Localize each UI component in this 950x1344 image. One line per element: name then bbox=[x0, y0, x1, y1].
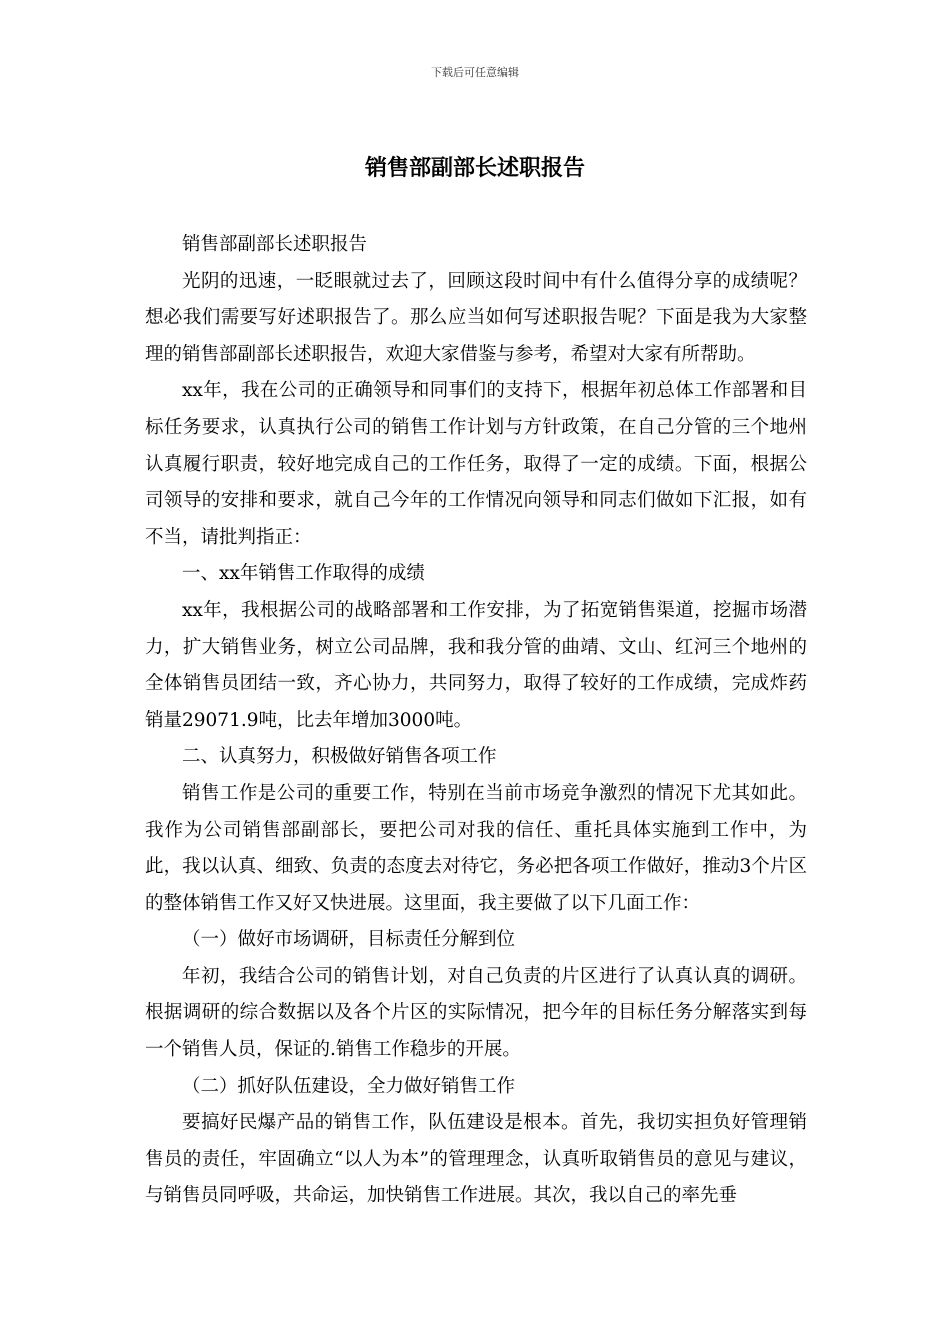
subsection-heading-2: （二）抓好队伍建设，全力做好销售工作 bbox=[182, 1075, 516, 1097]
paragraph-intro: 光阴的迅速，一眨眼就过去了，回顾这段时间中有什么值得分享的成绩呢？想必我们需要写好述职报告了。那么应当如何写述职报告呢？下面是我为大家整理的销售部副部长述职报告，欢迎大家借鉴与参考，希望对大家有所帮助。 bbox=[145, 270, 807, 365]
header-note: 下载后可任意编辑 bbox=[431, 66, 519, 79]
paragraph-market-research: 年初，我结合公司的销售计划，对自己负责的片区进行了认真认真的调研。根据调研的综合数据以及各个片区的实际情况，把今年的目标任务分解落实到每一个销售人员，保证的.销售工作稳步的开展。 bbox=[145, 965, 807, 1061]
section-heading-1: 一、xx年销售工作取得的成绩 bbox=[182, 563, 425, 585]
subsection-heading-1: （一）做好市场调研，目标责任分解到位 bbox=[182, 929, 516, 951]
section-heading-2: 二、认真努力，积极做好销售各项工作 bbox=[182, 746, 497, 768]
paragraph-overview: xx年，我在公司的正确领导和同事们的支持下，根据年初总体工作部署和目标任务要求，认真执行公司的销售工作计划与方针政策，在自己分管的三个地州认真履行职责，较好地完成自己的工作任务，取得了一定的成绩。下面，根据公司领导的安排和要求，就自己今年的工作情况向领导和同志们做如下汇报，如有不当，请批判指正： bbox=[145, 380, 807, 548]
document-body bbox=[145, 227, 807, 1215]
document-title: 销售部副部长述职报告 bbox=[364, 155, 585, 181]
paragraph-sales-work: 销售工作是公司的重要工作，特别在当前市场竞争激烈的情况下尤其如此。我作为公司销售部副部长，要把公司对我的信任、重托具体实施到工作中，为此，我以认真、细致、负责的态度去对待它，务必把各项工作做好，推动3个片区的整体销售工作又好又快进展。这里面，我主要做了以下几面工作： bbox=[145, 782, 807, 914]
paragraph-subtitle: 销售部副部长述职报告 bbox=[182, 234, 368, 255]
paragraph-team-building: 要搞好民爆产品的销售工作，队伍建设是根本。首先，我切实担负好管理销售员的责任，牢固确立“以人为本”的管理理念，认真听取销售员的意见与建议，与销售员同呼吸，共命运，加快销售工作进展。其次，我以自己的率先垂 bbox=[145, 1112, 807, 1207]
paragraph-achievements: xx年，我根据公司的战略部署和工作安排，为了拓宽销售渠道，挖掘市场潜力，扩大销售业务，树立公司品牌，我和我分管的曲靖、文山、红河三个地州的全体销售员团结一致，齐心协力，共同努力，取得了较好的工作成绩，完成炸药销量29071.9吨，比去年增加3000吨。 bbox=[145, 599, 807, 731]
